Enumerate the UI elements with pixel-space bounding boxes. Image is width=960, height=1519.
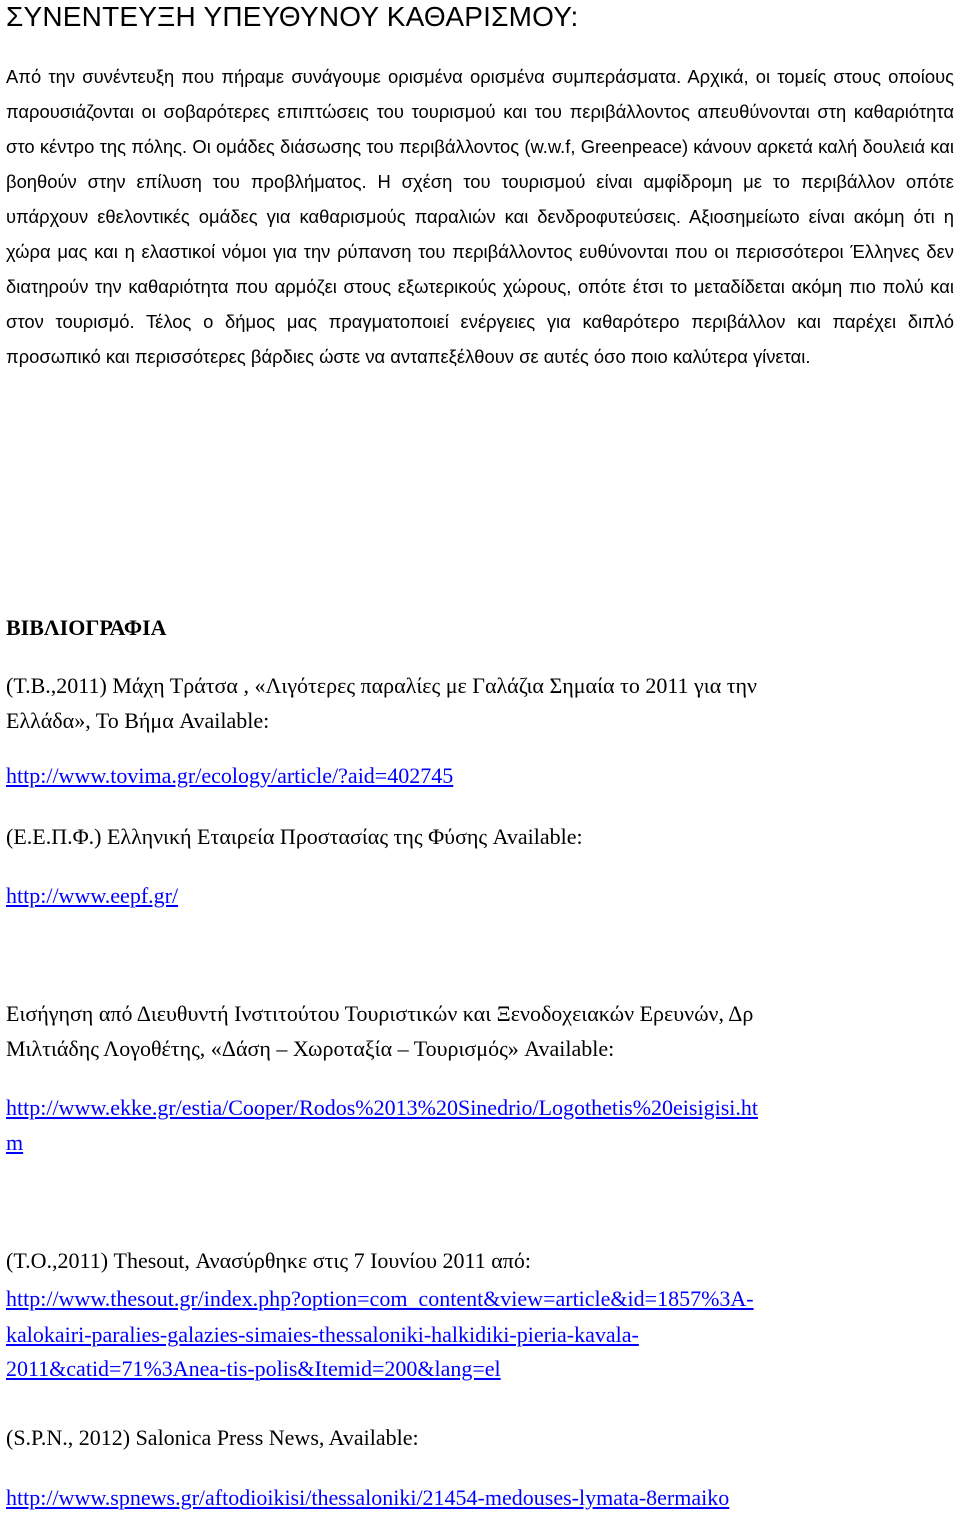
reference-4-citation-line-1: (Τ.Ο.,2011) Thesout, Ανασύρθηκε στις 7 Ιουνίου 2011 από: <box>6 1248 531 1273</box>
reference-3-link-line-2[interactable]: m <box>6 1130 24 1155</box>
reference-3-citation-line-1: Εισήγηση από Διευθυντή Ινστιτούτου Τουριστικών και Ξενοδοχειακών Ερευνών, Δρ <box>6 1001 754 1026</box>
reference-4-link-line-3[interactable]: 2011&catid=71%3Anea-tis-polis&Itemid=200&lang=el <box>6 1356 501 1381</box>
intro-paragraph: Από την συνέντευξη που πήραμε συνάγουμε ορισμένα ορισμένα συμπεράσματα. Αρχικά, οι τομείς στους οποίους παρουσιάζονται οι σοβαρότερες επιπτώσεις του τουρισμού και του περιβάλλοντος απευθύνονται στη καθαριότητα στο κέντρο της πόλης. Οι ομάδες διάσωσης του περιβάλλοντος (w.w.f, Greenpeace) κάνουν αρκετά καλή δουλειά και βοηθούν στην επίλυση του προβλήματος. Η σχέση του τουρισμού είναι αμφίδρομη με το περιβάλλον οπότε υπάρχουν εθελοντικές ομάδες για καθαρισμούς παραλιών και δενδροφυτεύσεις. Αξιοσημείωτο είναι ακόμη ότι η χώρα μας και η ελαστικοί νόμοι για την ρύπανση του περιβάλλοντος ευθύνονται που οι περισσότεροι Έλληνες δεν διατηρούν την καθαριότητα που αρμόζει στους εξωτερικούς χώρους, οπότε έτσι το μεταδίδεται ακόμη πιο πολύ και στον τουρισμό. Τέλος ο δήμος μας πραγματοποιεί ενέργειες για καθαρότερο περιβάλλον και παρέχει διπλό προσωπικό και περισσότερες βάρδιες ώστε να ανταπεξέλθουν σε αυτές όσο ποιο καλύτερα γίνεται. <box>6 66 954 367</box>
reference-1-citation-line-1: (Τ.Β.,2011) Μάχη Τράτσα , «Λιγότερες παραλίες με Γαλάζια Σημαία το 2011 για την <box>6 673 758 698</box>
reference-4-link-line-1[interactable]: http://www.thesout.gr/index.php?option=com_content&view=article&id=1857%3A- <box>6 1286 754 1311</box>
reference-3-citation-line-2: Μιλτιάδης Λογοθέτης, «Δάση – Χωροταξία – Τουρισμός» Available: <box>6 1036 615 1061</box>
reference-5-link[interactable]: http://www.spnews.gr/aftodioikisi/thessaloniki/21454-medouses-lymata-8ermaiko <box>6 1485 730 1510</box>
reference-1-citation-line-2: Ελλάδα», Το Βήμα Available: <box>6 708 270 733</box>
reference-4-link-line-2[interactable]: kalokairi-paralies-galazies-simaies-thessaloniki-halkidiki-pieria-kavala- <box>6 1322 639 1347</box>
page-heading: ΣΥΝΕΝΤΕΥΞΗ ΥΠΕΥΘΥΝΟΥ ΚΑΘΑΡΙΣΜΟΥ: <box>6 1 579 32</box>
bibliography-title: ΒΙΒΛΙΟΓΡΑΦΙΑ <box>6 615 167 640</box>
reference-5-citation-line-1: (S.P.N., 2012) Salonica Press News, Available: <box>6 1425 419 1450</box>
reference-2-citation-line-1: (Ε.Ε.Π.Φ.) Ελληνική Εταιρεία Προστασίας της Φύσης Available: <box>6 824 583 849</box>
reference-2-link[interactable]: http://www.eepf.gr/ <box>6 883 179 908</box>
reference-1-link[interactable]: http://www.tovima.gr/ecology/article/?aid=402745 <box>6 763 454 788</box>
reference-3-link-line-1[interactable]: http://www.ekke.gr/estia/Cooper/Rodos%2013%20Sinedrio/Logothetis%20eisigisi.ht <box>6 1095 758 1120</box>
